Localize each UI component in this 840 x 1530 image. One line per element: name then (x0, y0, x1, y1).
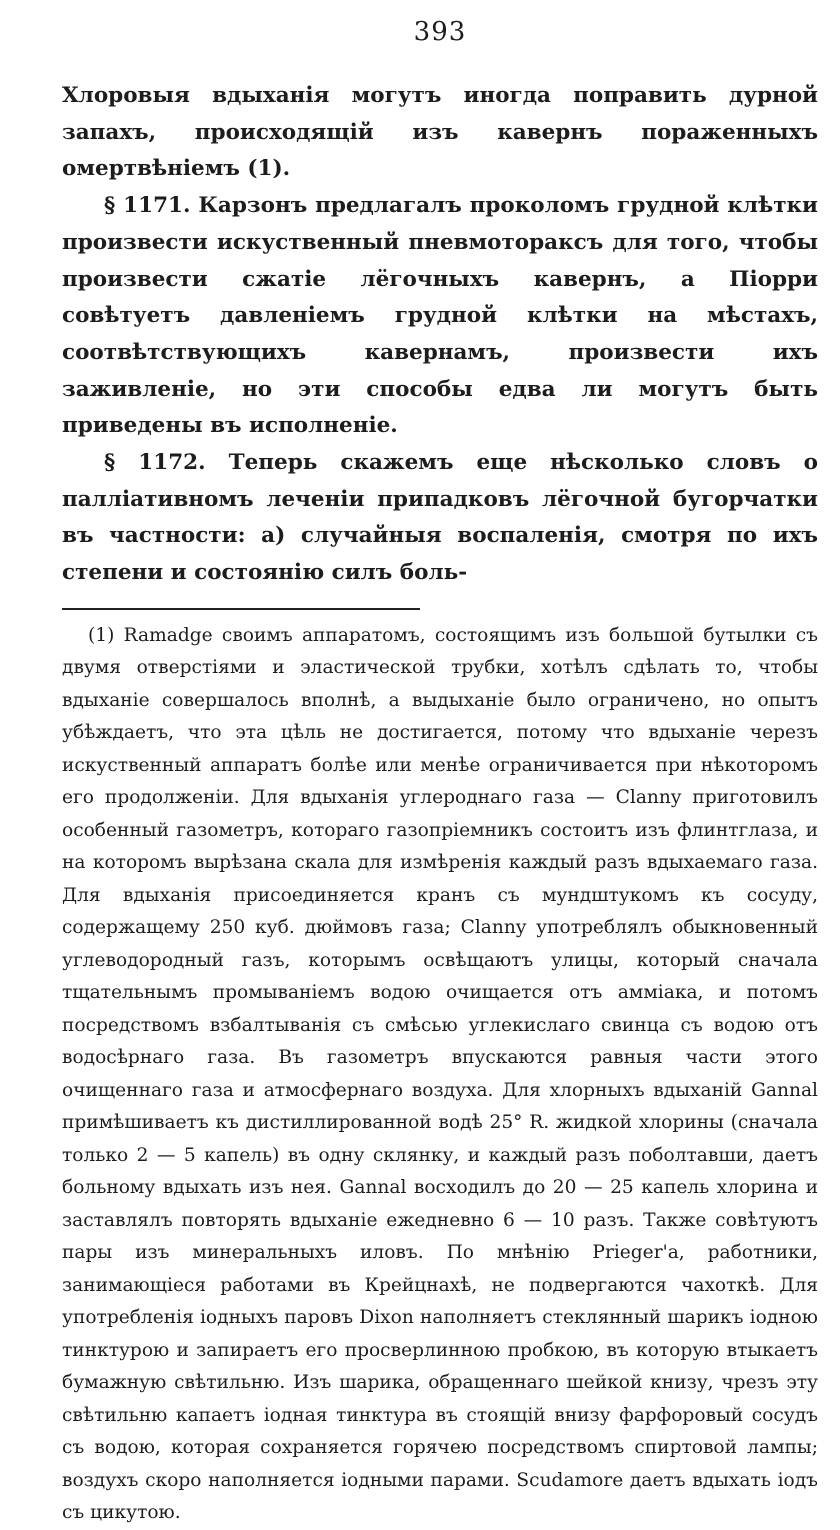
paragraph-chlorine-inhalation: Хлоровыя вдыханія могутъ иногда поправить дурной запахъ, происходящій изъ кавернъ пораженныхъ омертвѣніемъ (1). (62, 83, 818, 182)
footnote-text: (1) Ramadge своимъ аппаратомъ, состоящимъ изъ большой бутылки съ двумя отверстіями и эластической трубки, хотѣлъ сдѣлать то, чтобы вдыханіе совершалось вполнѣ, а выдыханіе было ограничено, но опытъ убѣждаетъ, что эта цѣль не достигается, потому что вдыханіе черезъ искуственный аппаратъ болѣе или менѣе ограничивается при нѣкоторомъ его продолженіи. Для вдыханія углероднаго газа — Clanny приготовилъ особенный газометръ, котораго газопріемникъ состоитъ изъ флинтглаза, и на которомъ вырѣзана скала для измѣренія каждый разъ вдыхаемаго газа. Для вдыханія присоединяется кранъ съ мундштукомъ къ сосуду, содержащему 250 куб. дюймовъ газа; Clanny употреблялъ обыкновенный углеводородный газъ, которымъ освѣщаютъ улицы, который сначала тщательнымъ промываніемъ водою очищается отъ аммiака, и потомъ посредствомъ взбалтыванія съ смѣсью углекислаго свинца съ водою отъ водосѣрнаго газа. Въ газометръ впускаются равныя части этого очищеннаго газа и атмосфернаго воздуха. Для хлорныхъ вдыханій Gannal примѣшиваетъ къ дистиллированной водѣ 25° R. жидкой хлорины (сначала только 2 — 5 капель) въ одну склянку, и каждый разъ поболтавши, даетъ больному вдыхать изъ нея. Gannal восходилъ до 20 — 25 капель хлорина и заставлялъ повторять вдыханіе ежедневно 6 — 10 разъ. Также совѣтуютъ пары изъ минеральныхъ иловъ. По мнѣнію Prieger'a, работники, занимающіеся работами въ Крейцнахѣ, не подвергаются чахоткѣ. Для употребленія іодныхъ паровъ Dixon наполняетъ стеклянный шарикъ іодною тинктурою и запираетъ его просверлинною пробкою, въ которую втыкаетъ бумажную свѣтильню. Изъ шарика, обращеннаго шейкой книзу, чрезъ эту свѣтильню капаетъ іодная тинктура въ стоящій внизу фарфоровый сосудъ съ водою, которая сохраняется горячею посредствомъ спиртовой лампы; воздухъ скоро наполняется іодными парами. Scudamore даетъ вдыхать іодъ съ цикутою. (62, 624, 818, 1524)
footnote-separator (62, 608, 420, 610)
footnote (62, 620, 818, 1530)
main-text (62, 78, 818, 592)
page-number: 393 (413, 17, 467, 47)
paragraph-section-1172: § 1172. Теперь скажемъ еще нѣсколько словъ о паллiативномъ леченіи припадковъ лёгочной бугорчатки въ частности: а) случайныя воспаленія, смотря по ихъ степени и состоянію силъ боль- (62, 450, 818, 586)
paragraph-section-1171: § 1171. Карзонъ предлагалъ проколомъ грудной клѣтки произвести искуственный пневмотораксъ для того, чтобы произвести сжатіе лёгочныхъ кавернъ, а Піорри совѣтуетъ давленіемъ грудной клѣтки на мѣстахъ, соотвѣтствующихъ кавернамъ, произвести ихъ заживленіе, но эти способы едва ли могутъ быть приведены въ исполненіе. (62, 193, 818, 439)
